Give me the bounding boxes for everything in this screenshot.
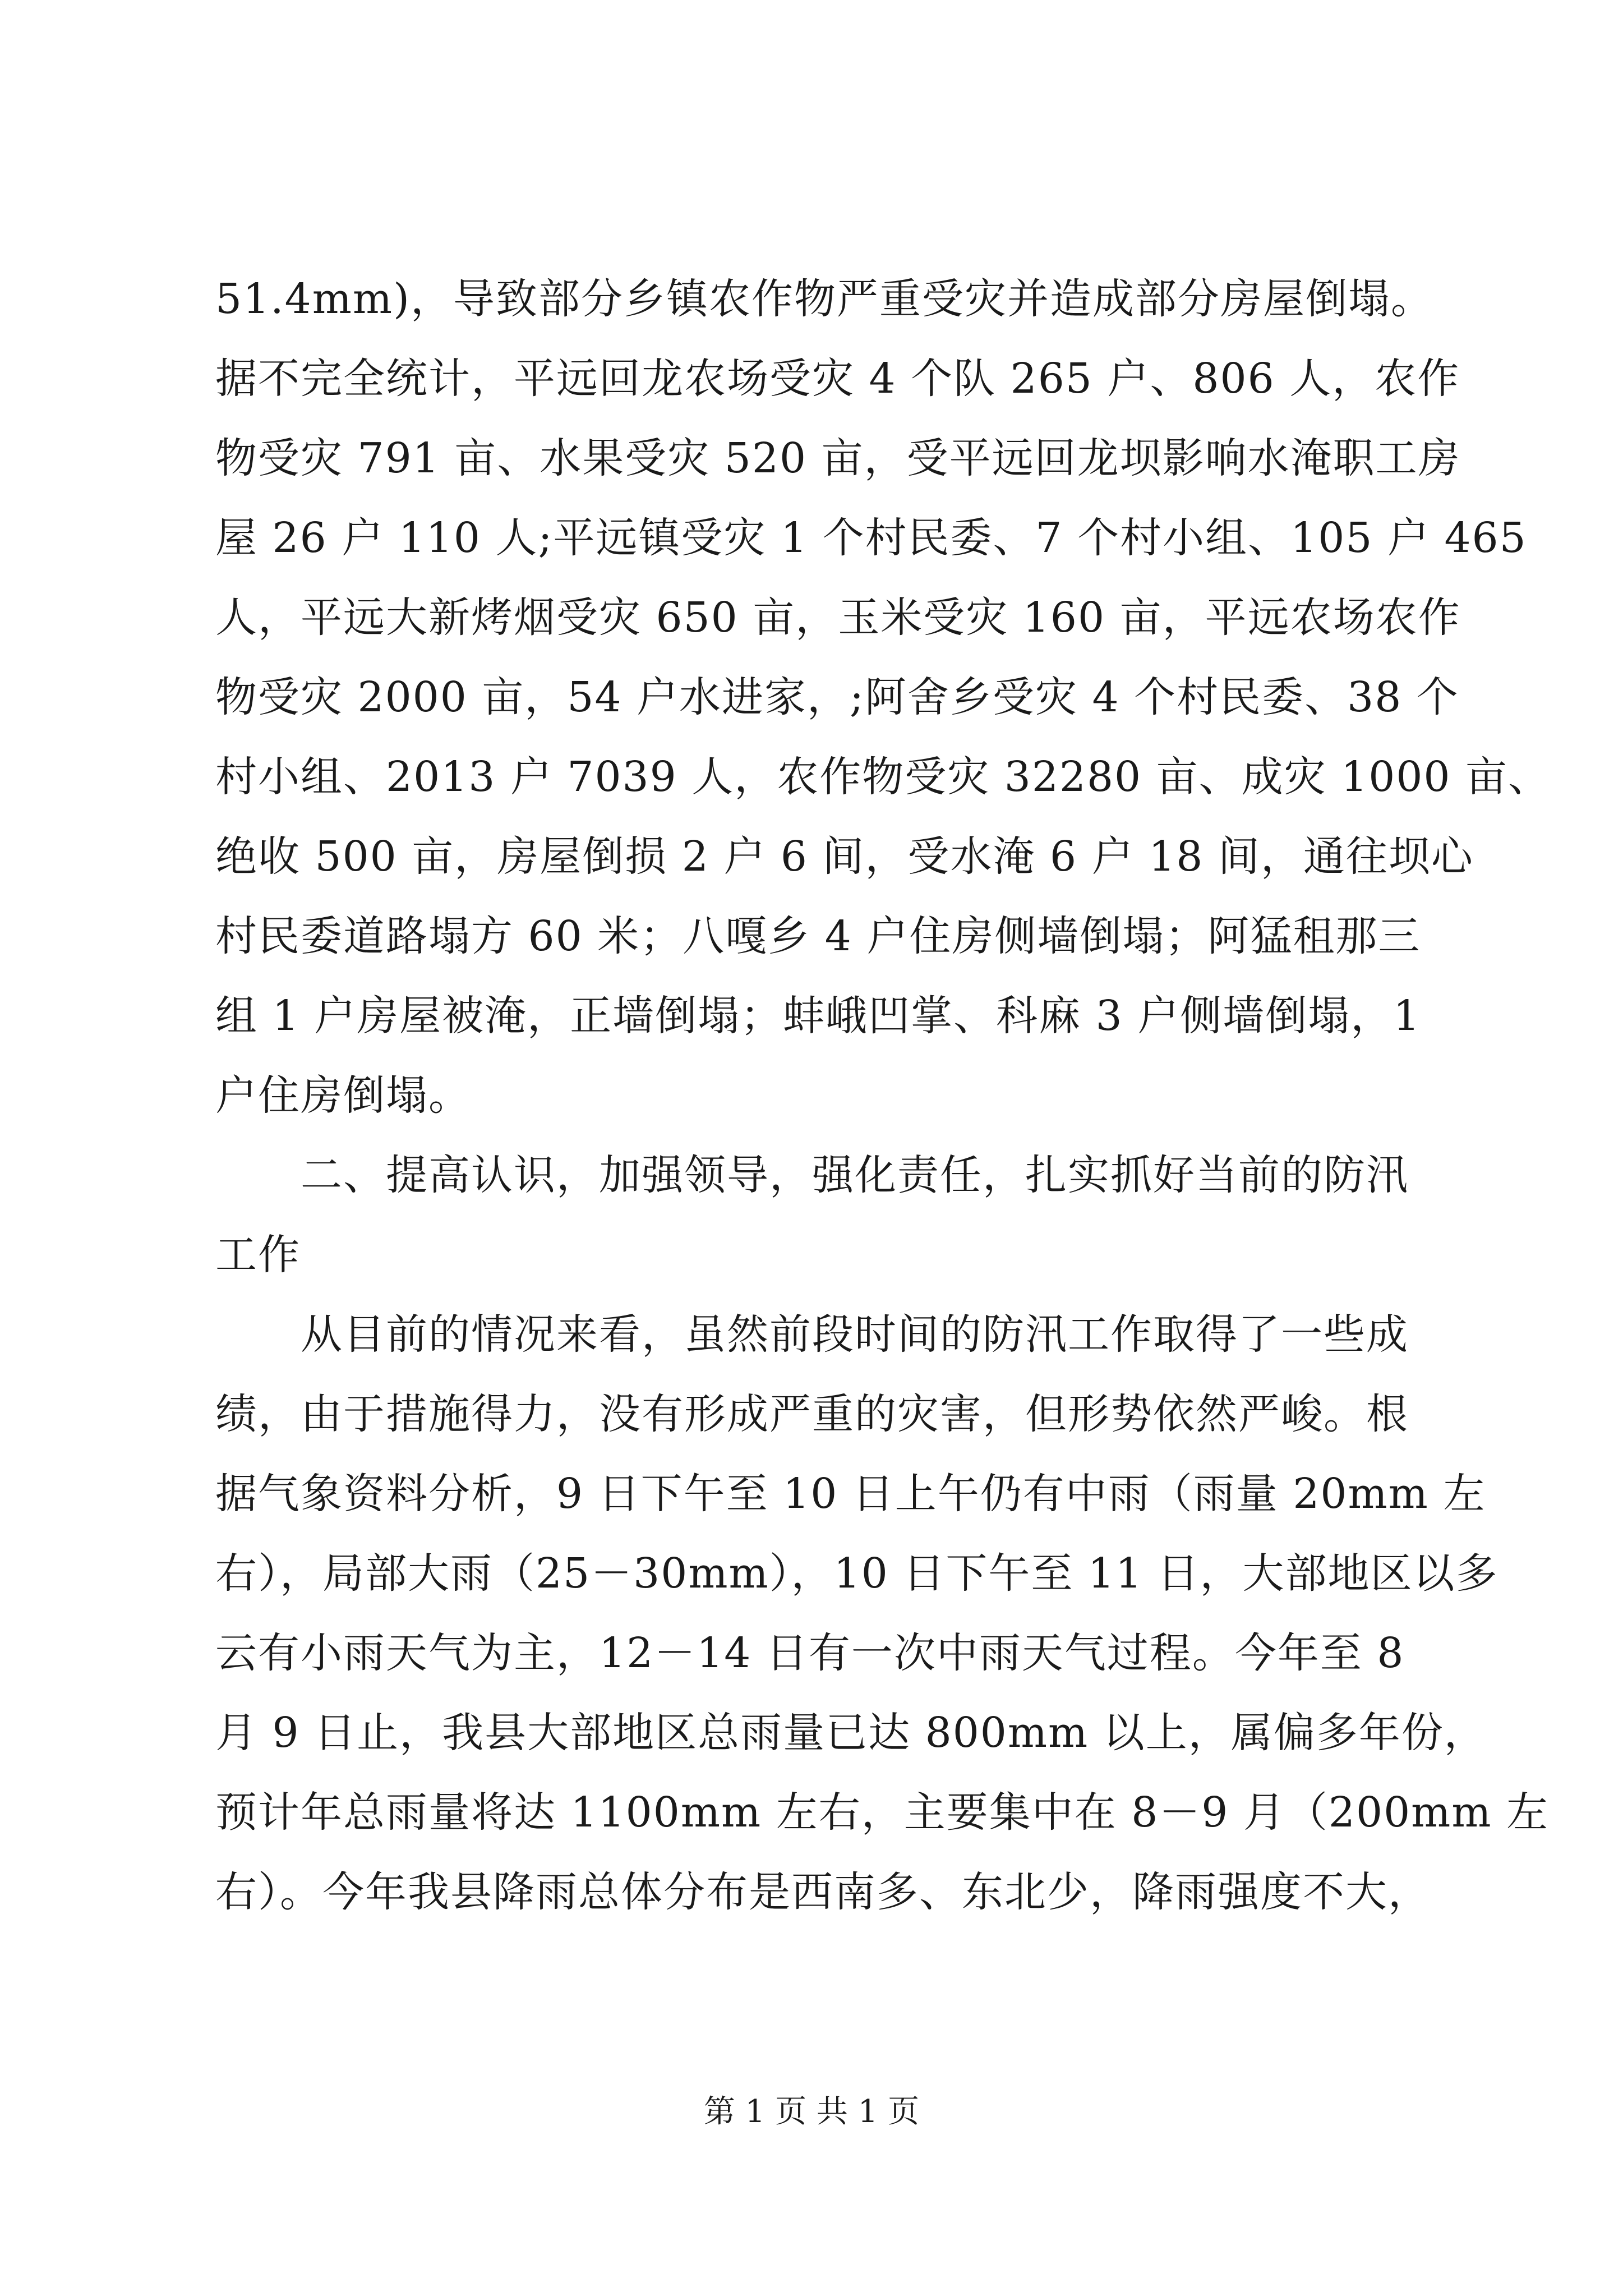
text-line: 物受灾 2000 亩，54 户水进家，;阿舍乡受灾 4 个村民委、38 个 [215, 673, 1459, 721]
section-heading-line: 工作 [215, 1231, 301, 1279]
text-line: 右）。今年我县降雨总体分布是西南多、东北少，降雨强度不大， [215, 1868, 1431, 1916]
text-line: 户住房倒塌。 [215, 1071, 471, 1120]
text-line: 月 9 日止，我县大部地区总雨量已达 800mm 以上，属偏多年份， [215, 1709, 1487, 1757]
page-footer: 第 1 页 共 1 页 [703, 2093, 920, 2130]
text-line: 屋 26 户 110 人;平远镇受灾 1 个村民委、7 个村小组、105 户 465 [215, 514, 1527, 562]
text-line: 村小组、2013 户 7039 人，农作物受灾 32280 亩、成灾 1000 亩、 [215, 753, 1551, 801]
text-line: 据气象资料分析，9 日下午至 10 日上午仍有中雨（雨量 20mm 左 [215, 1470, 1486, 1518]
text-line: 组 1 户房屋被淹，正墙倒塌；蚌峨凹掌、科麻 3 户侧墙倒塌，1 [215, 992, 1421, 1040]
text-line: 人，平远大新烤烟受灾 650 亩，玉米受灾 160 亩，平远农场农作 [215, 593, 1461, 642]
text-line: 村民委道路塌方 60 米；八嘎乡 4 户住房侧墙倒塌；阿猛租那三 [215, 912, 1421, 960]
text-line: 绝收 500 亩，房屋倒损 2 户 6 间，受水淹 6 户 18 间，通往坝心 [215, 832, 1474, 881]
text-line: 51.4mm)，导致部分乡镇农作物严重受灾并造成部分房屋倒塌。 [215, 275, 1433, 323]
text-line: 绩，由于措施得力，没有形成严重的灾害，但形势依然严峻。根 [215, 1390, 1409, 1438]
section-heading-line: 二、提高认识，加强领导，强化责任，扎实抓好当前的防汛 [215, 1151, 1409, 1199]
text-line: 从目前的情况来看，虽然前段时间的防汛工作取得了一些成 [215, 1310, 1409, 1359]
document-body [215, 259, 1551, 1932]
text-line: 物受灾 791 亩、水果受灾 520 亩，受平远回龙坝影响水淹职工房 [215, 434, 1461, 482]
text-line: 右），局部大雨（25－30mm），10 日下午至 11 日，大部地区以多 [215, 1549, 1498, 1598]
text-line: 预计年总雨量将达 1100mm 左右，主要集中在 8－9 月（200mm 左 [215, 1788, 1550, 1837]
text-line: 据不完全统计，平远回龙农场受灾 4 个队 265 户、806 人，农作 [215, 355, 1460, 403]
text-line: 云有小雨天气为主，12－14 日有一次中雨天气过程。今年至 8 [215, 1629, 1405, 1677]
